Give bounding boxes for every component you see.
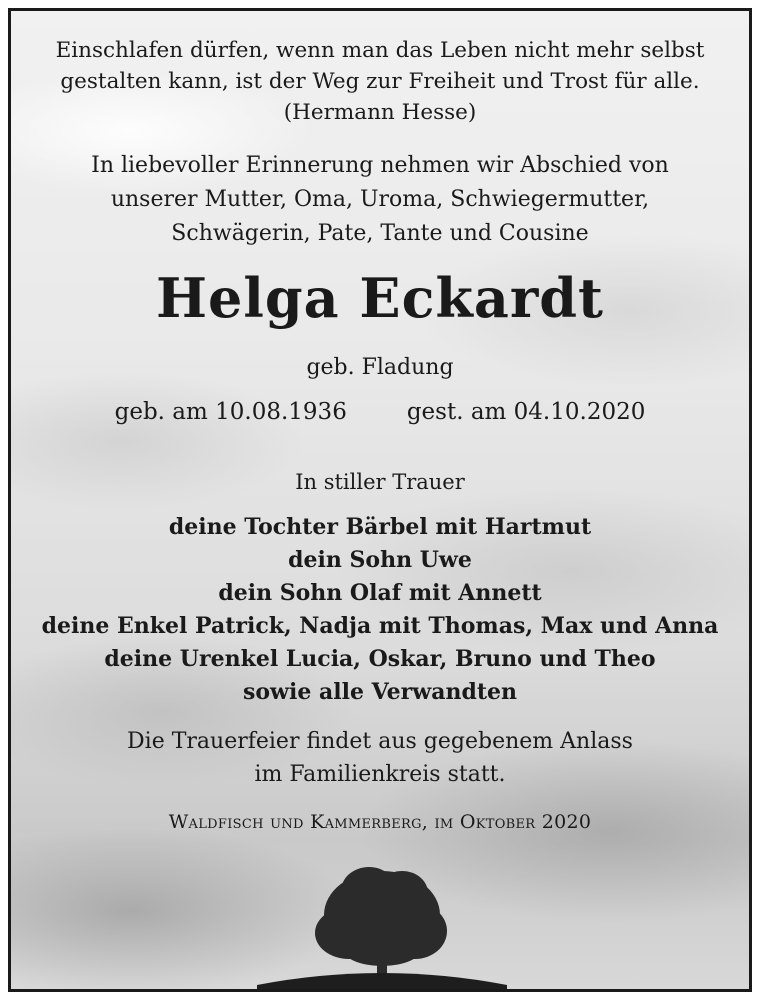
family-line: deine Urenkel Lucia, Oskar, Bruno und Theo <box>104 646 656 672</box>
quote-author: (Hermann Hesse) <box>283 100 477 125</box>
intro-line: unserer Mutter, Oma, Uroma, Schwiegermutter, <box>110 187 650 212</box>
hill <box>257 973 507 992</box>
family-list <box>11 511 749 709</box>
mourning-heading: In stiller Trauer <box>295 470 465 494</box>
funeral-line: im Familienkreis statt. <box>254 762 506 787</box>
intro-block <box>11 149 749 251</box>
family-line: deine Tochter Bärbel mit Hartmut <box>168 514 592 540</box>
birth-date: geb. am 10.08.1936 <box>114 399 347 425</box>
life-dates <box>11 401 749 424</box>
death-date: gest. am 04.10.2020 <box>406 399 646 425</box>
intro-line: Schwägerin, Pate, Tante und Cousine <box>171 221 589 246</box>
family-line: sowie alle Verwandten <box>242 679 517 705</box>
intro-line: In liebevoller Erinnerung nehmen wir Abschied von <box>91 153 669 178</box>
family-line: deine Enkel Patrick, Nadja mit Thomas, Max und Anna <box>41 613 719 639</box>
quote-line: Einschlafen dürfen, wenn man das Leben nicht mehr selbst <box>55 38 705 63</box>
obituary-frame <box>8 8 752 992</box>
tree-trunk <box>377 953 387 975</box>
family-line: dein Sohn Uwe <box>288 547 472 573</box>
quote-block <box>11 35 749 128</box>
family-line: dein Sohn Olaf mit Annett <box>218 580 542 606</box>
funeral-notice <box>11 725 749 791</box>
funeral-line: Die Trauerfeier findet aus gegebenem Anlass <box>127 729 633 754</box>
deceased-name: Helga Eckardt <box>155 266 605 330</box>
tree-foliage <box>315 867 447 966</box>
quote-line: gestalten kann, ist der Weg zur Freiheit und Trost für alle. <box>60 69 700 94</box>
tree-on-hill-icon <box>257 853 507 992</box>
birth-name: geb. Fladung <box>306 355 454 380</box>
place-and-date: Waldfisch und Kammerberg, im Oktober 2020 <box>168 811 592 833</box>
